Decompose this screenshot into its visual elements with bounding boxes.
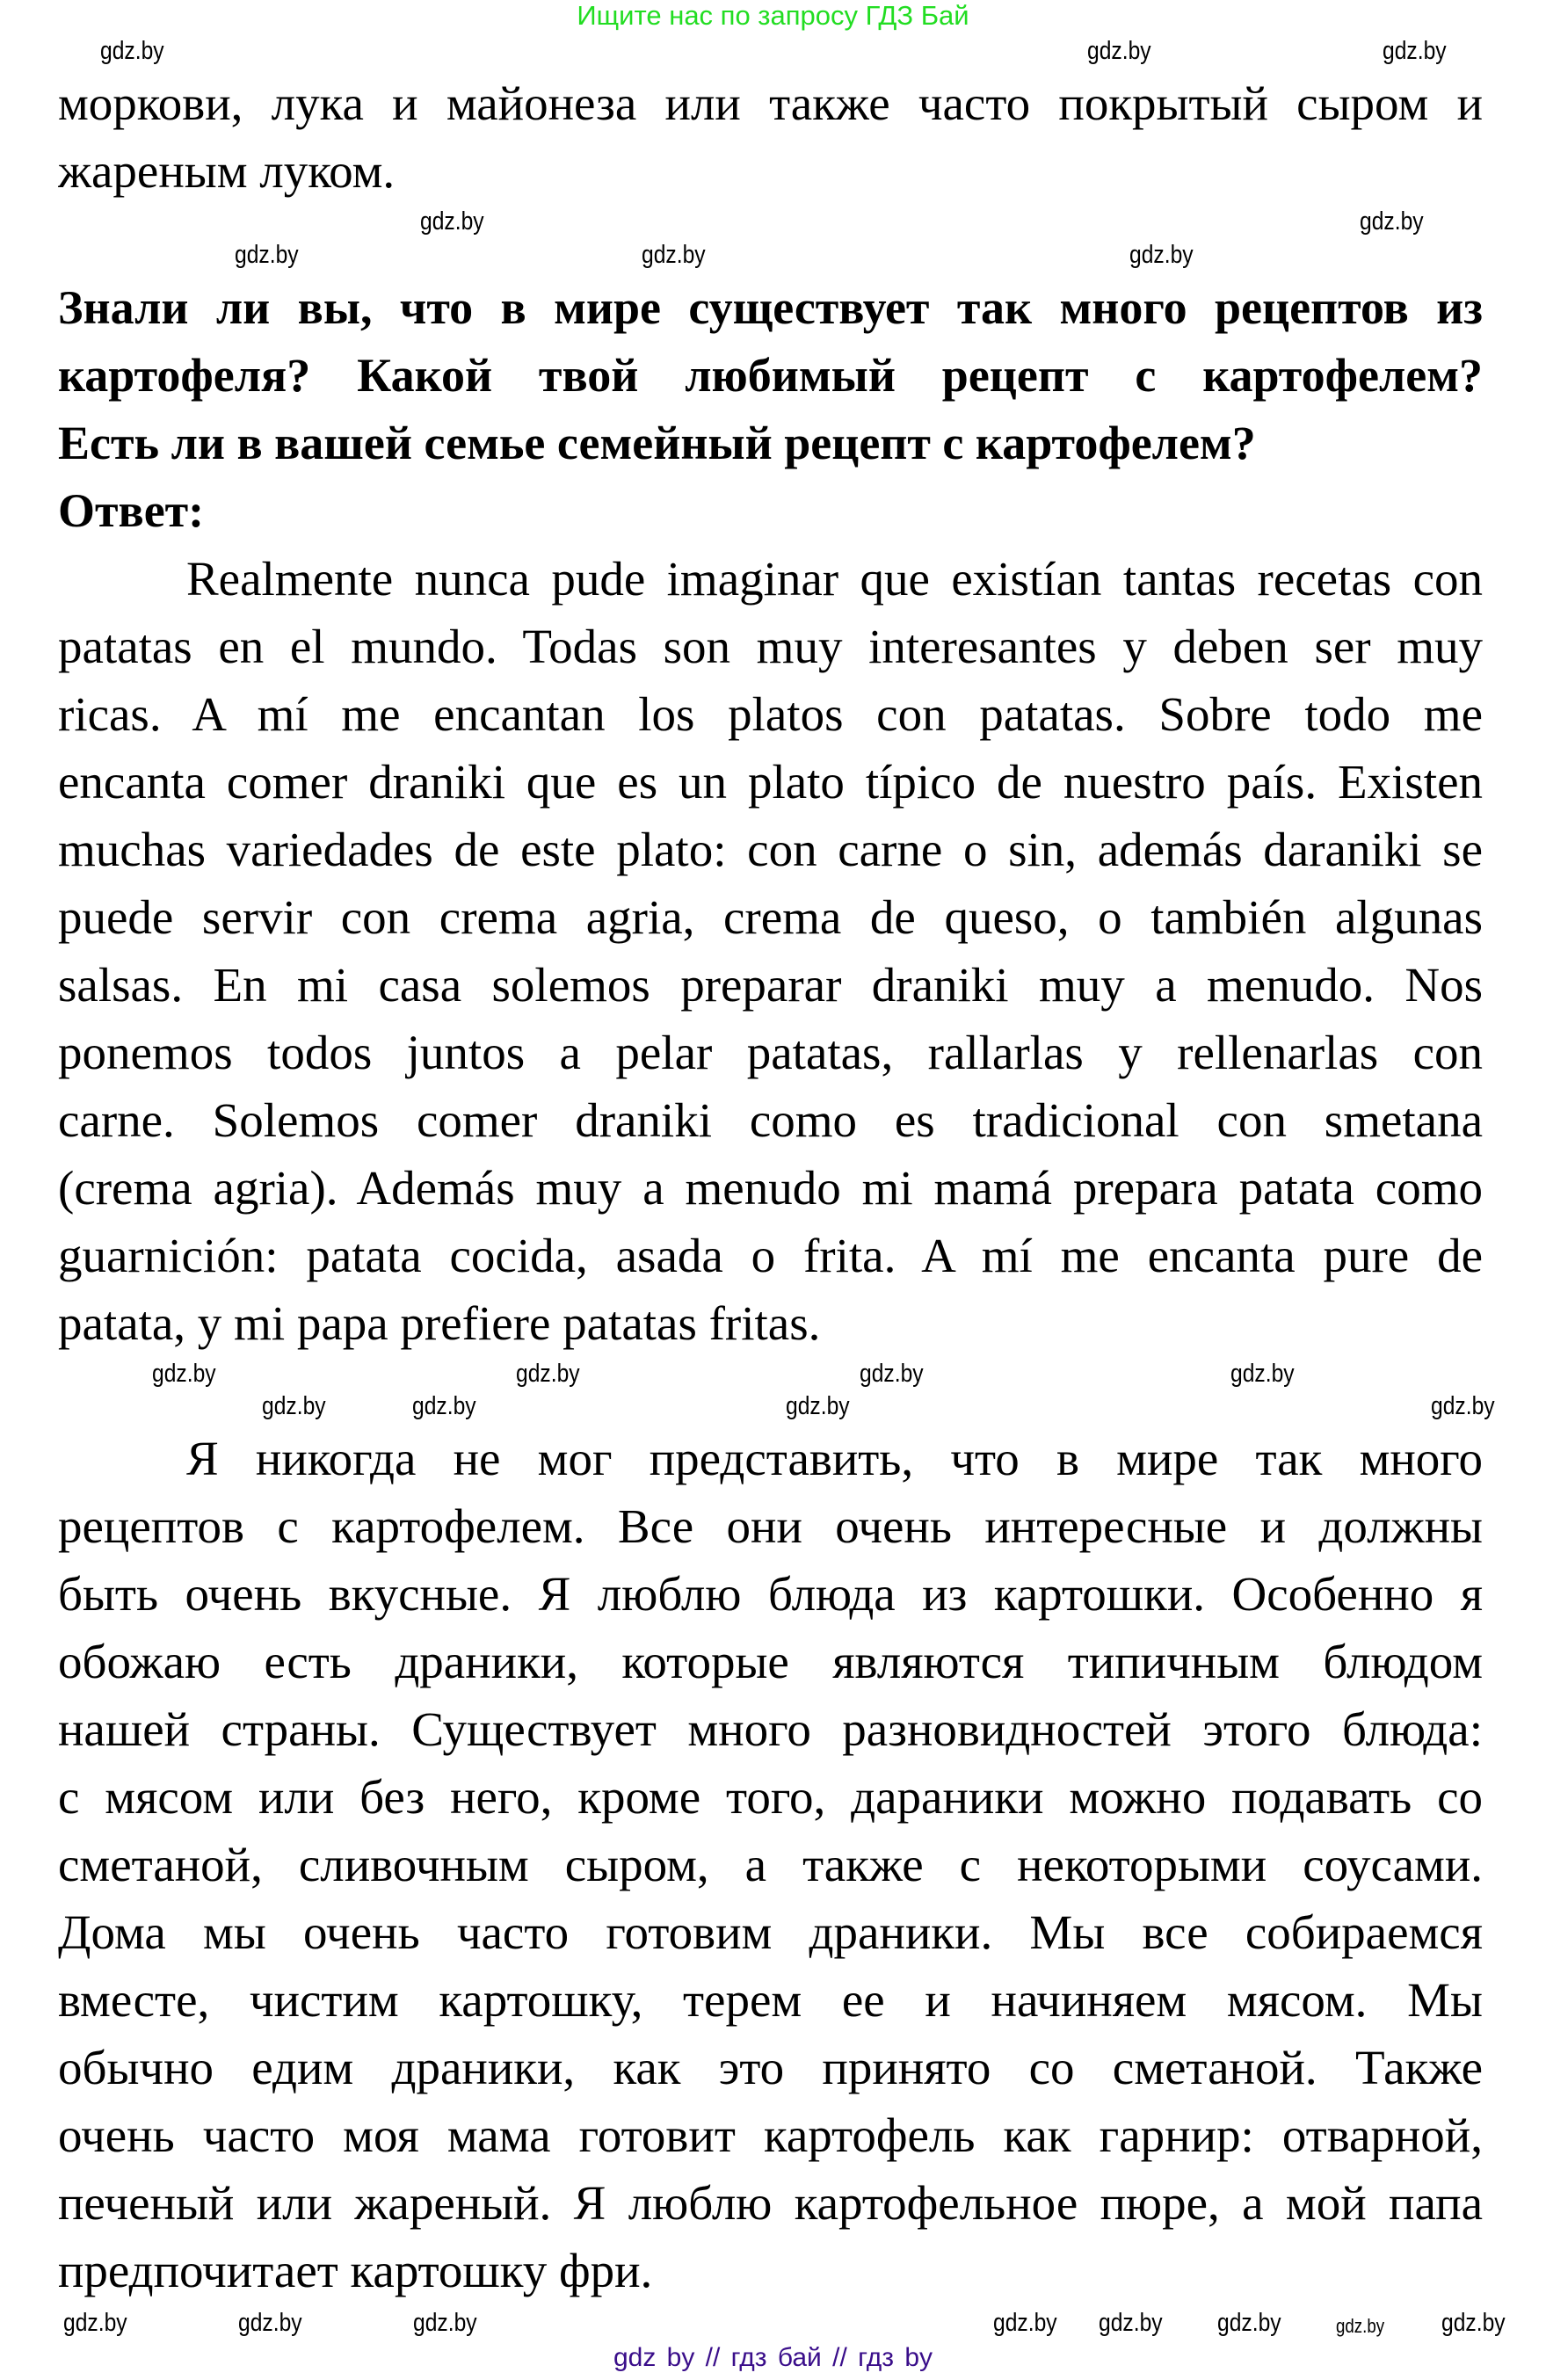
question-heading	[58, 274, 1483, 545]
watermark: gdz.by	[786, 1392, 850, 1420]
answer-russian	[58, 1425, 1483, 2304]
intro-paragraph	[58, 69, 1483, 205]
watermark: gdz.by	[1441, 2309, 1506, 2337]
watermark: gdz.by	[1230, 1360, 1295, 1388]
text-line: patatas en el mundo. Todas son muy interesantes y deben ser muy	[58, 620, 1483, 673]
watermark: gdz.by	[860, 1360, 924, 1388]
watermark: gdz.by	[1129, 241, 1194, 269]
text-line: puede servir con crema agria, crema de queso, o también algunas	[58, 890, 1483, 944]
answer-spanish	[58, 545, 1483, 1357]
watermark: gdz.by	[152, 1360, 216, 1388]
text-line: обычно едим драники, как это принято со сметаной. Также	[58, 2041, 1483, 2094]
watermark: gdz.by	[1431, 1392, 1495, 1420]
watermark: gdz.by	[238, 2309, 302, 2337]
text-line: очень часто моя мама готовит картофель как гарнир: отварной,	[58, 2108, 1483, 2162]
text-line: ricas. A mí me encantan los platos con patatas. Sobre todo me	[58, 687, 1483, 741]
text-line: моркови, лука и майонеза или также часто покрытый сыром и	[58, 76, 1483, 130]
text-line: нашей страны. Существует много разновидностей этого блюда:	[58, 1702, 1483, 1756]
text-line: guarnición: patata cocida, asada o frita. A mí me encanta pure de	[58, 1229, 1483, 1282]
text-line: muchas variedades de este plato: con carne o sin, además daraniki se	[58, 823, 1483, 876]
text-line: Дома мы очень часто готовим драники. Мы все собираемся	[58, 1905, 1483, 1959]
text-line: жареным луком.	[58, 144, 396, 198]
watermark: gdz.by	[413, 2309, 477, 2337]
watermark: gdz.by	[1336, 2315, 1385, 2337]
watermark: gdz.by	[642, 241, 706, 269]
watermark: gdz.by	[262, 1392, 326, 1420]
text-line: печеный или жареный. Я люблю картофельное пюре, а мой папа	[58, 2176, 1483, 2230]
question-line: Знали ли вы, что в мире существует так много рецептов из	[58, 281, 1483, 334]
text-line: быть очень вкусные. Я люблю блюда из картошки. Особенно я	[58, 1567, 1483, 1621]
text-line: patata, y mi papa prefiere patatas fritas.	[58, 1296, 821, 1350]
watermark: gdz.by	[63, 2309, 127, 2337]
text-line: рецептов с картофелем. Все они очень интересные и должны	[58, 1499, 1483, 1553]
watermark: gdz.by	[1099, 2309, 1163, 2337]
header-banner: Ищите нас по запросу ГДЗ Бай	[577, 0, 969, 31]
watermark: gdz.by	[1360, 207, 1424, 236]
question-line: картофеля? Какой твой любимый рецепт с картофелем?	[58, 349, 1483, 402]
text-line: предпочитает картошку фри.	[58, 2244, 653, 2297]
watermark: gdz.by	[235, 241, 299, 269]
text-line: (crema agria). Además muy a menudo mi mamá prepara patata como	[58, 1161, 1483, 1215]
text-line: вместе, чистим картошку, терем ее и начиняем мясом. Мы	[58, 1973, 1483, 2027]
watermark: gdz.by	[412, 1392, 476, 1420]
text-line: с мясом или без него, кроме того, дараники можно подавать со	[58, 1770, 1483, 1824]
answer-label: Ответ:	[58, 484, 205, 537]
text-line: carne. Solemos comer draniki como es tradicional con smetana	[58, 1093, 1483, 1147]
watermark: gdz.by	[993, 2309, 1057, 2337]
text-line: обожаю есть драники, которые являются типичным блюдом	[58, 1635, 1483, 1688]
text-line: ponemos todos juntos a pelar patatas, rallarlas y rellenarlas con	[58, 1026, 1483, 1079]
watermark: gdz.by	[516, 1360, 580, 1388]
text-line: Realmente nunca pude imaginar que existían tantas recetas con	[186, 552, 1483, 606]
watermark: gdz.by	[100, 37, 164, 65]
watermark: gdz.by	[1383, 37, 1447, 65]
text-line: сметаной, сливочным сыром, а также с некоторыми соусами.	[58, 1838, 1483, 1891]
watermark: gdz.by	[1217, 2309, 1281, 2337]
text-line: encanta comer draniki que es un plato típico de nuestro país. Existen	[58, 755, 1483, 809]
watermark: gdz.by	[420, 207, 484, 236]
question-line: Есть ли в вашей семье семейный рецепт с картофелем?	[58, 417, 1256, 469]
watermark: gdz.by	[1087, 37, 1151, 65]
footer-links: gdz by // гдз бай // гдз by	[613, 2343, 933, 2372]
text-line: salsas. En mi casa solemos preparar draniki muy a menudo. Nos	[58, 958, 1483, 1012]
text-line: Я никогда не мог представить, что в мире так много	[186, 1432, 1483, 1485]
